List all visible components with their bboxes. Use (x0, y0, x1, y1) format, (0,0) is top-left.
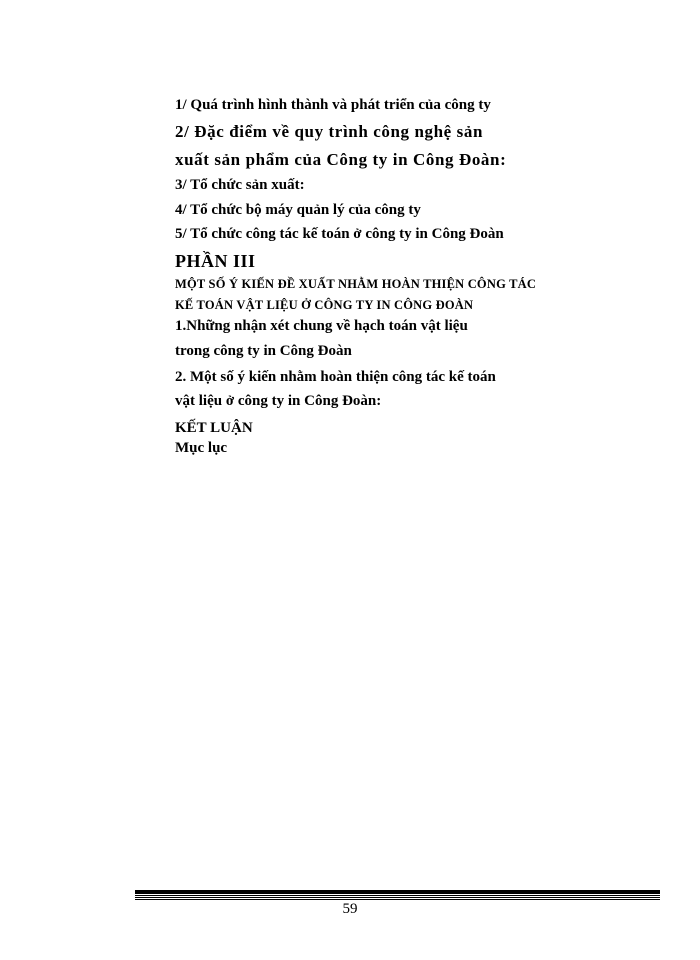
toc-section-1-cont: trong công ty in Công Đoàn (175, 343, 352, 359)
toc-section-2: 2. Một số ý kiến nhằm hoàn thiện công tác kế toán (175, 369, 496, 385)
part-title-line-1: MỘT SỐ Ý KIẾN ĐỀ XUẤT NHẰM HOÀN THIỆN CÔNG TÁC (175, 277, 537, 291)
table-of-contents-heading: Mục lục (175, 440, 228, 456)
toc-item-3: 3/ Tổ chức sản xuất: (175, 177, 305, 193)
toc-item-4: 4/ Tổ chức bộ máy quản lý của công ty (175, 202, 421, 218)
toc-item-2-cont: xuất sản phẩm của Công ty in Công Đoàn: (175, 150, 507, 169)
toc-item-2: 2/ Đặc điểm về quy trình công nghệ sản (175, 122, 484, 141)
toc-item-5: 5/ Tổ chức công tác kế toán ở công ty in Công Đoàn (175, 226, 504, 242)
toc-section-2-cont: vật liệu ở công ty in Công Đoàn: (175, 393, 382, 409)
toc-item-1: 1/ Quá trình hình thành và phát triển của công ty (175, 97, 491, 113)
conclusion-heading: KẾT LUẬN (175, 420, 253, 436)
page-number: 59 (342, 901, 358, 917)
toc-section-1: 1.Những nhận xét chung về hạch toán vật liệu (175, 318, 468, 334)
part-title-line-2: KẾ TOÁN VẬT LIỆU Ở CÔNG TY IN CÔNG ĐOÀN (175, 298, 474, 312)
part-heading: PHẦN III (175, 251, 256, 271)
footer-divider (135, 893, 660, 900)
